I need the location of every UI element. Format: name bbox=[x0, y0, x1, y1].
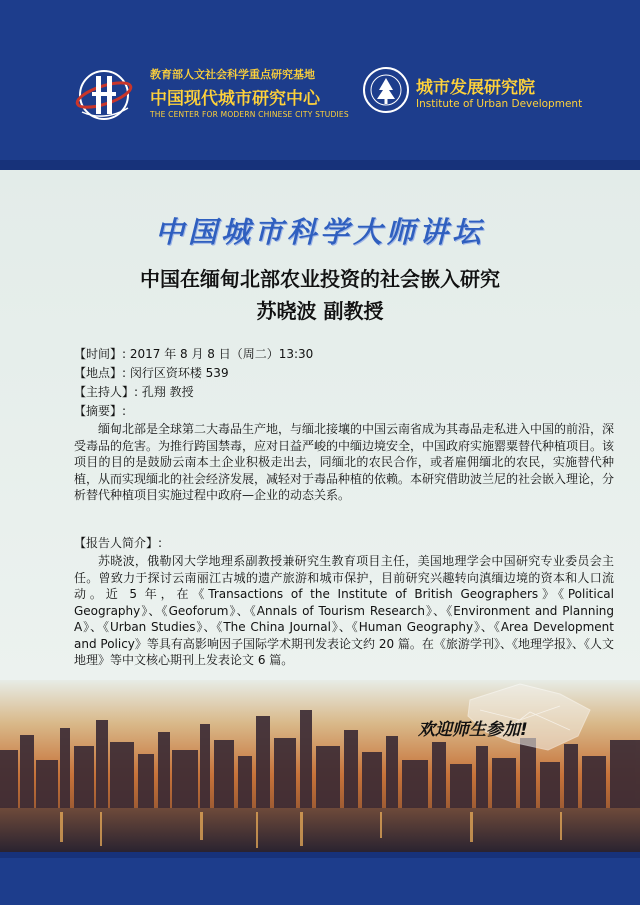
institution1-name: 中国现代城市研究中心 bbox=[150, 89, 320, 109]
time-info: 【时间】: 2017 年 8 月 8 日（周二）13:30 bbox=[74, 347, 314, 361]
institution1-english-name: THE CENTER FOR MODERN CHINESE CITY STUDIES bbox=[150, 110, 349, 119]
bio-label: 【报告人简介】: bbox=[74, 536, 163, 550]
institution2-english-name: Institute of Urban Development bbox=[416, 98, 583, 110]
welcome-message: 欢迎师生参加! bbox=[418, 720, 528, 740]
lecture-title: 中国在缅甸北部农业投资的社会嵌入研究 bbox=[140, 267, 500, 291]
institution1-base-label: 教育部人文社会科学重点研究基地 bbox=[150, 68, 315, 81]
header-stripe bbox=[0, 160, 640, 170]
place-info: 【地点】: 闵行区资环楼 539 bbox=[74, 366, 229, 380]
host-info: 【主持人】: 孔翔 教授 bbox=[74, 385, 194, 399]
speaker-name: 苏晓波 副教授 bbox=[256, 299, 384, 323]
bio-text: 苏晓波，俄勒冈大学地理系副教授兼研究生教育项目主任，美国地理学会中国研究专业委员会主任。曾致力于探讨云南丽江古城的遗产旅游和城市保护，目前研究兴趣转向滇缅边境的资本和人口流动。近 5 年，在《Transactions of the Institute of British Geographers》《Political Geography》、《Geoforum》、《Annals of Tourism Research》、《Environment and Planning A》、《Urban Studies》、《The China Journal》、《Human Geography》、《Area Development and Policy》等具有高影响因子国际学术期刊发表论文约 20 篇。在《旅游学刊》、《地理学报》、《人文地理》等中文核心期刊上发表论文 6 篇。 bbox=[74, 554, 614, 667]
header-banner bbox=[0, 0, 640, 170]
city-studies-logo bbox=[72, 62, 144, 126]
abstract-text: 缅甸北部是全球第二大毒品生产地，与缅北接壤的中国云南省成为其毒品走私进入中国的前沿，深受毒品的危害。为推行跨国禁毒，应对日益严峻的中缅边境安全，中国政府实施罂粟替代种植项目。该项目的目的是鼓励云南本土企业积极走出去，同缅北的农民合作，或者雇佣缅北的农民，实施替代种植，从而实现缅北的社会经济发展，减轻对于毒品种植的依赖。本研究借助波兰尼的社会嵌入理论，分析替代种植项目实施过程中政府—企业的动态关系。 bbox=[74, 422, 615, 502]
institution2-name: 城市发展研究院 bbox=[416, 78, 535, 98]
footer-stripe bbox=[0, 852, 640, 858]
university-seal-logo bbox=[362, 66, 410, 114]
lecture-series-title: 中国城市科学大师讲坛 bbox=[154, 215, 485, 249]
city-skyline-photo bbox=[0, 680, 640, 852]
footer-banner bbox=[0, 852, 640, 905]
abstract-label: 【摘要】: bbox=[74, 404, 127, 418]
